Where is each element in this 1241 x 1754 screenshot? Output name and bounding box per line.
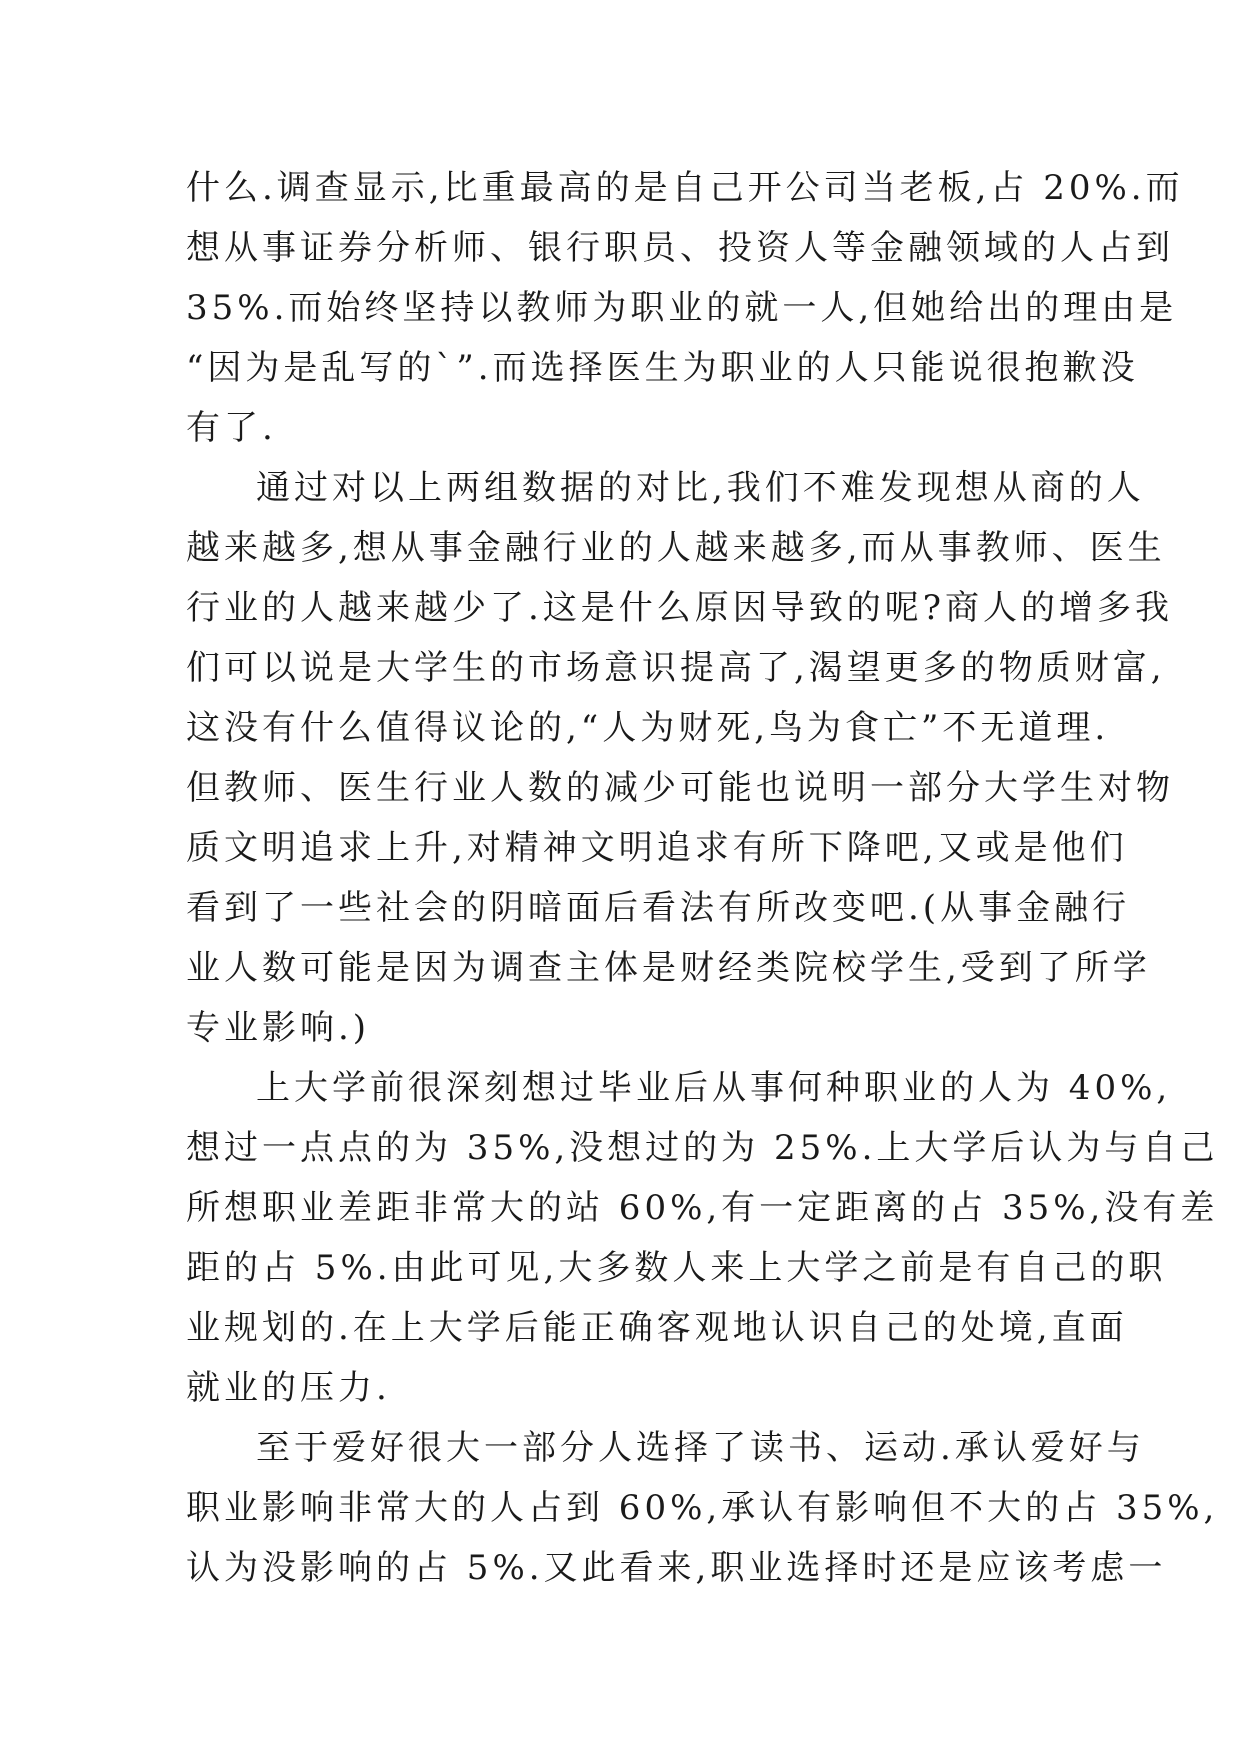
text-line: 越来越多,想从事金融行业的人越来越多,而从事教师、医生 (186, 528, 1166, 568)
text-line: 业规划的.在上大学后能正确客观地认识自己的处境,直面 (186, 1308, 1128, 1348)
text-line: 行业的人越来越少了.这是什么原因导致的呢?商人的增多我 (186, 588, 1174, 628)
text-line: 专业影响.) (186, 1008, 371, 1048)
paragraph-3 (186, 1058, 1219, 1418)
text-line: 业人数可能是因为调查主体是财经类院校学生,受到了所学 (186, 948, 1151, 988)
paragraph-4 (186, 1418, 1219, 1598)
text-line: 看到了一些社会的阴暗面后看法有所改变吧.(从事金融行 (186, 888, 1131, 928)
text-line: 通过对以上两组数据的对比,我们不难发现想从商的人 (256, 468, 1145, 508)
text-line: 35%.而始终坚持以教师为职业的就一人,但她给出的理由是 (186, 288, 1178, 328)
document-body (186, 158, 1219, 1598)
text-line: 想过一点点的为 35%,没想过的为 25%.上大学后认为与自己 (186, 1128, 1219, 1168)
text-line: 但教师、医生行业人数的减少可能也说明一部分大学生对物 (186, 768, 1174, 808)
text-line: 职业影响非常大的人占到 60%,承认有影响但不大的占 35%, (186, 1488, 1219, 1528)
text-line: 上大学前很深刻想过毕业后从事何种职业的人为 40%, (256, 1068, 1172, 1108)
text-line: 们可以说是大学生的市场意识提高了,渴望更多的物质财富, (186, 648, 1166, 688)
text-line: 就业的压力. (186, 1368, 391, 1408)
text-line: 至于爱好很大一部分人选择了读书、运动.承认爱好与 (256, 1428, 1145, 1468)
text-line: 有了. (186, 408, 277, 448)
paragraph-1 (186, 158, 1184, 458)
text-line: 认为没影响的占 5%.又此看来,职业选择时还是应该考虑一 (186, 1548, 1167, 1588)
text-line: 所想职业差距非常大的站 60%,有一定距离的占 35%,没有差 (186, 1188, 1219, 1228)
paragraph-2 (186, 458, 1174, 1058)
text-line: 这没有什么值得议论的,“人为财死,鸟为食亡”不无道理. (186, 708, 1110, 748)
text-line: 质文明追求上升,对精神文明追求有所下降吧,又或是他们 (186, 828, 1128, 868)
text-line: 什么.调查显示,比重最高的是自己开公司当老板,占 20%.而 (186, 168, 1184, 208)
text-line: 想从事证券分析师、银行职员、投资人等金融领域的人占到 (186, 228, 1174, 268)
text-line: “因为是乱写的`”.而选择医生为职业的人只能说很抱歉没 (186, 348, 1139, 388)
text-line: 距的占 5%.由此可见,大多数人来上大学之前是有自己的职 (186, 1248, 1167, 1288)
